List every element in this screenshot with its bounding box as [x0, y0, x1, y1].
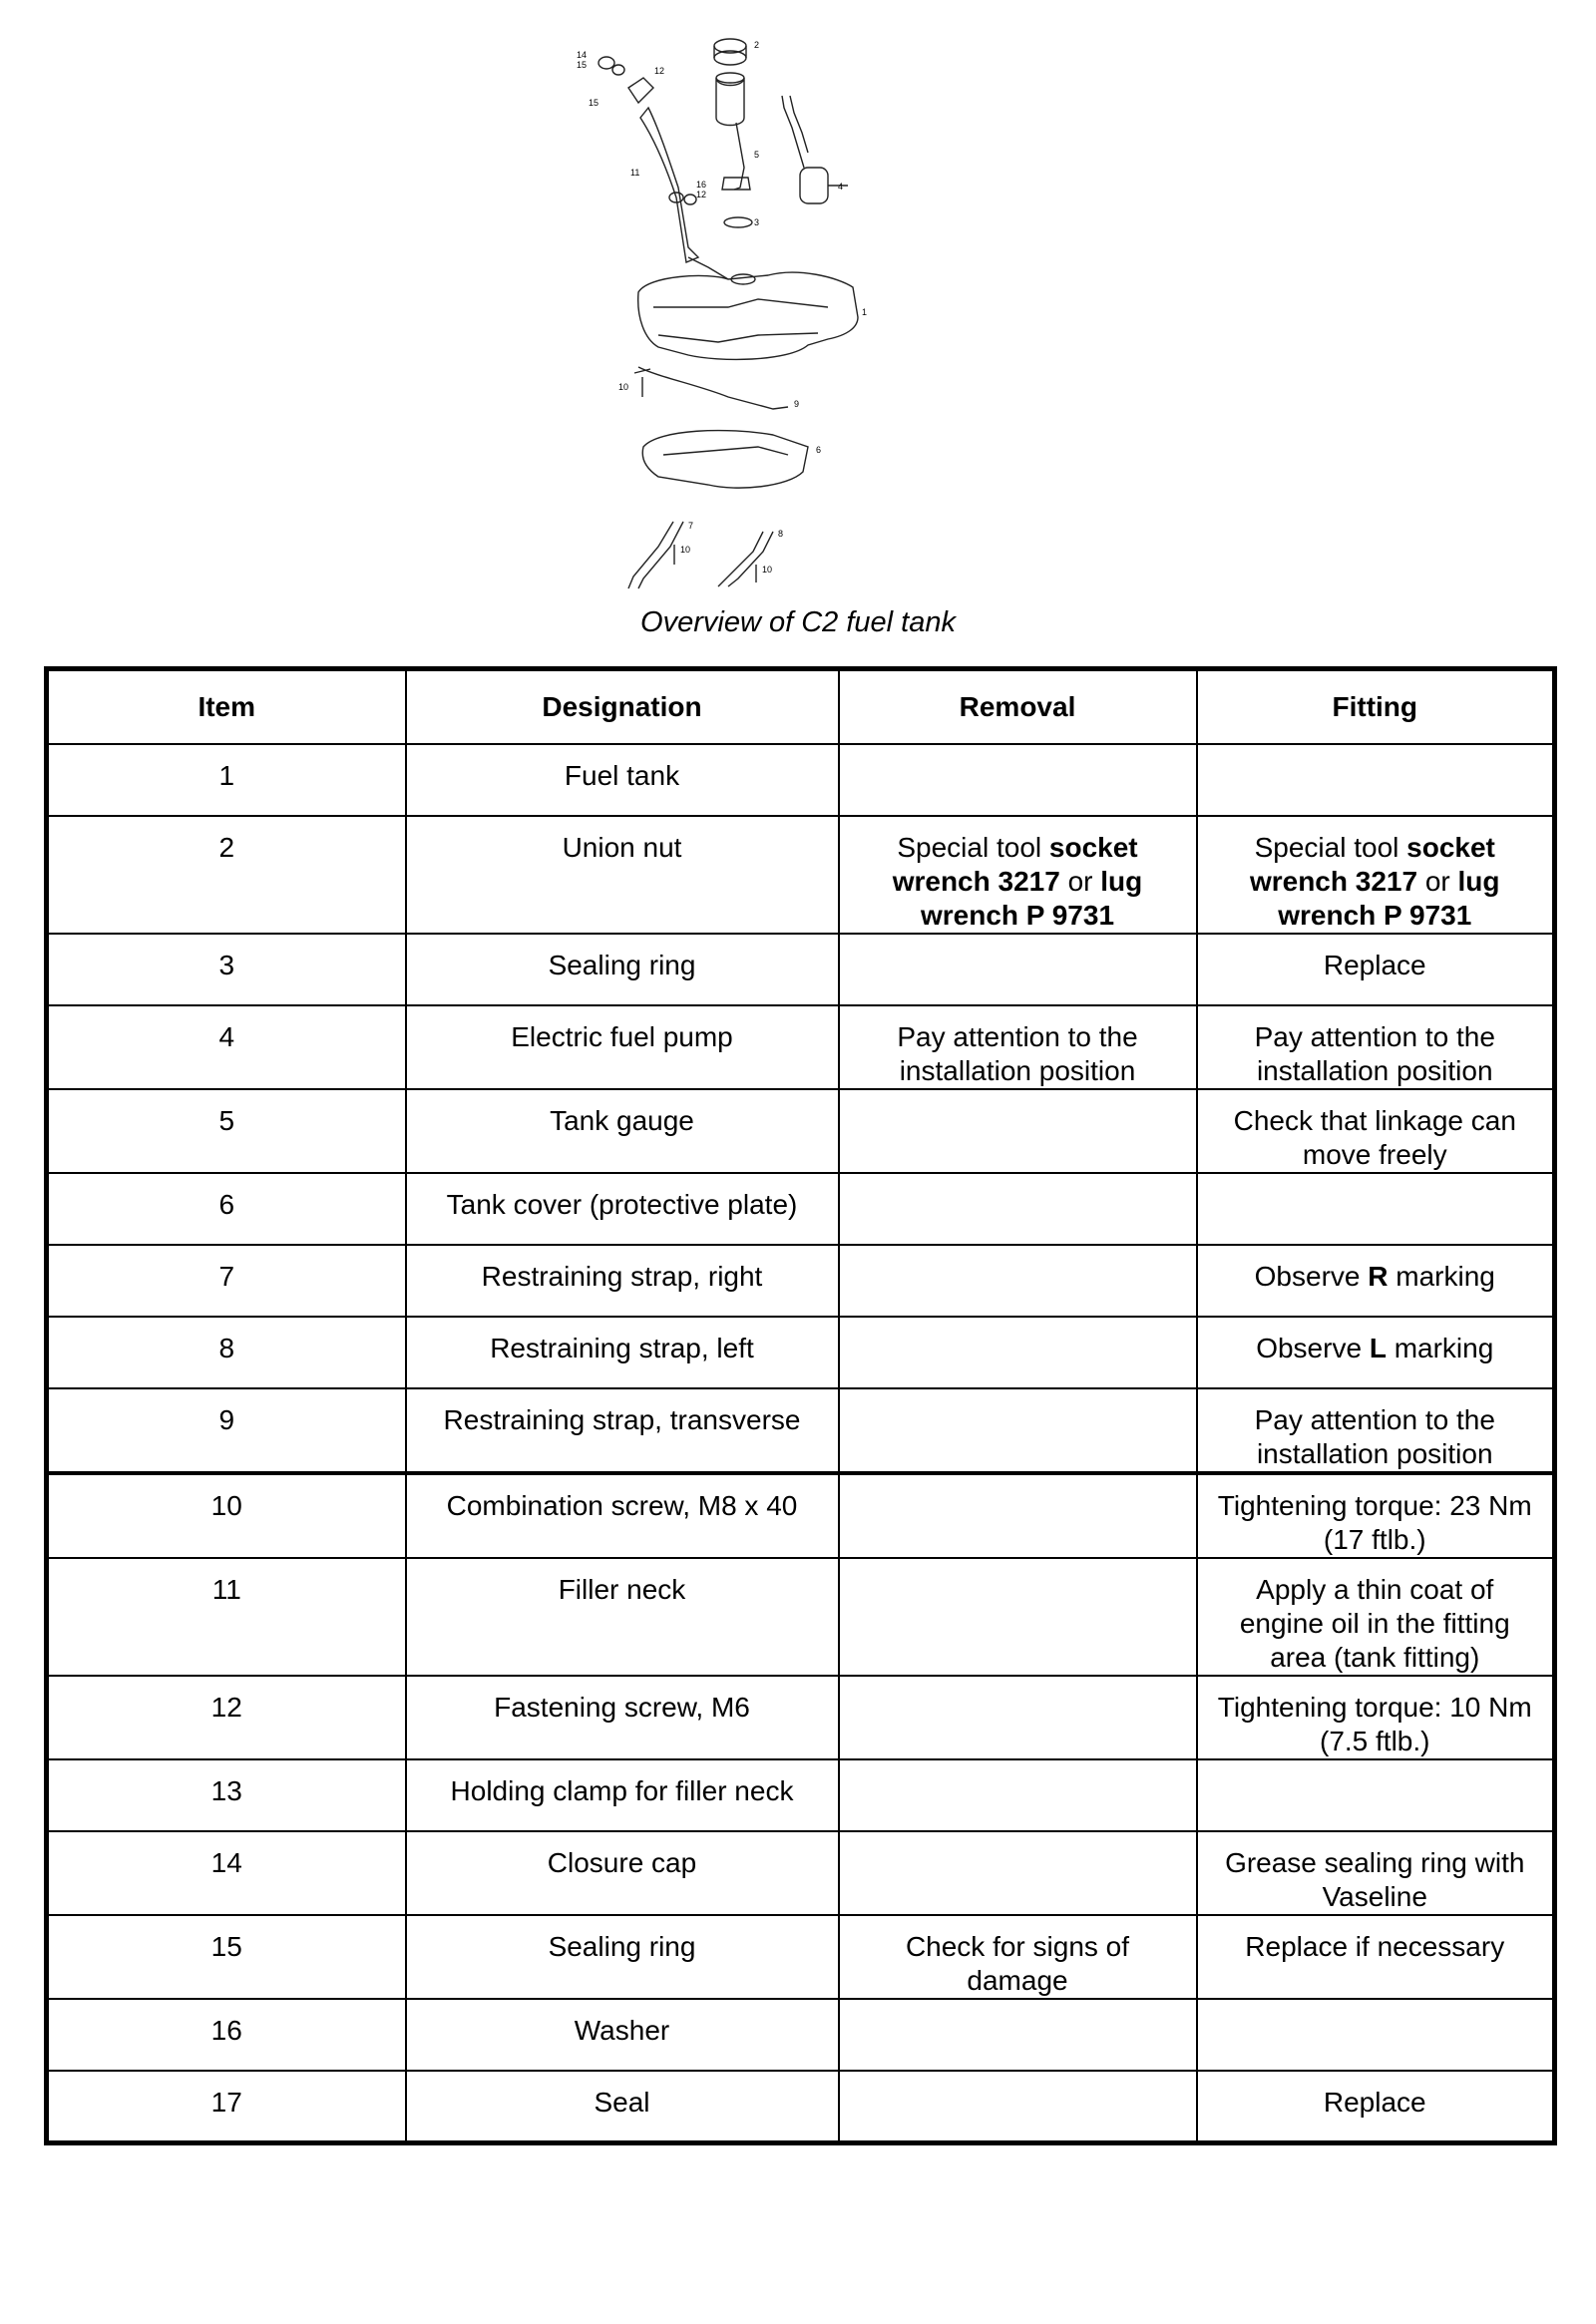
callout-label: 10 — [618, 382, 629, 392]
cell-item: 10 — [47, 1473, 406, 1558]
fitting-text-segment: Replace — [1323, 950, 1426, 980]
cell-designation: Restraining strap, right — [406, 1245, 839, 1317]
table-row — [47, 1676, 1555, 1759]
cell-designation: Seal — [406, 2071, 839, 2142]
cell-item: 9 — [47, 1388, 406, 1473]
fitting-text-segment: Tightening torque: 23 Nm (17 ftlb.) — [1217, 1490, 1532, 1555]
fitting-text-segment: socket wrench 3217 — [1249, 832, 1495, 897]
callout-label: 12 — [654, 66, 665, 76]
fitting-text-segment: marking — [1386, 1333, 1494, 1363]
fitting-text-segment: R — [1368, 1261, 1389, 1292]
cell-removal — [839, 816, 1197, 934]
fitting-text-segment: Check that linkage can move freely — [1233, 1105, 1516, 1170]
cell-removal — [839, 1317, 1197, 1388]
pump-module-part — [716, 78, 744, 126]
cell-removal — [839, 1915, 1197, 1999]
cell-designation: Washer — [406, 1999, 839, 2071]
cell-designation: Tank gauge — [406, 1089, 839, 1173]
cell-designation: Tank cover (protective plate) — [406, 1173, 839, 1245]
callout-label: 7 — [688, 521, 694, 531]
header-designation: Designation — [406, 669, 839, 745]
cell-removal — [839, 1005, 1197, 1089]
filler-neck-top-part — [628, 78, 653, 103]
table-row — [47, 1558, 1555, 1676]
cell-item: 5 — [47, 1089, 406, 1173]
cell-removal — [839, 1388, 1197, 1473]
cell-fitting — [1197, 934, 1555, 1005]
table-row — [47, 1089, 1555, 1173]
cell-removal — [839, 1089, 1197, 1173]
table-row — [47, 1245, 1555, 1317]
parts-table — [44, 666, 1557, 2145]
strap-right-part — [628, 522, 673, 588]
callout-label: 9 — [794, 399, 800, 409]
callout-label: 15 — [577, 60, 588, 70]
removal-text-segment: Check for signs of damage — [905, 1931, 1130, 1996]
cell-removal — [839, 1245, 1197, 1317]
table-row — [47, 934, 1555, 1005]
cell-removal — [839, 1999, 1197, 2071]
removal-text-segment: or — [1059, 866, 1101, 897]
removal-text-segment: Pay attention to the installation position — [897, 1021, 1138, 1086]
cell-fitting — [1197, 1317, 1555, 1388]
table-row — [47, 1473, 1555, 1558]
callout-label: 15 — [589, 98, 599, 108]
tank-cover-part — [642, 431, 808, 489]
cell-fitting — [1197, 1005, 1555, 1089]
table-row — [47, 1317, 1555, 1388]
cell-removal — [839, 1173, 1197, 1245]
cell-designation: Electric fuel pump — [406, 1005, 839, 1089]
cell-removal — [839, 1831, 1197, 1915]
fitting-text-segment: Tightening torque: 10 Nm (7.5 ftlb.) — [1217, 1692, 1532, 1756]
callout-label: 2 — [754, 40, 760, 50]
fitting-text-segment: L — [1369, 1333, 1387, 1363]
cell-fitting — [1197, 744, 1555, 816]
fitting-text-segment: Observe — [1256, 1333, 1370, 1363]
sealing-ring-part — [724, 217, 752, 227]
cell-removal — [839, 2071, 1197, 2142]
removal-text-segment: Special tool — [897, 832, 1049, 863]
callout-label: 16 — [696, 180, 707, 190]
cell-item: 2 — [47, 816, 406, 934]
fitting-text-segment: Pay attention to the installation position — [1254, 1404, 1495, 1469]
transverse-strap-part — [638, 367, 788, 409]
cell-designation: Holding clamp for filler neck — [406, 1759, 839, 1831]
fitting-text-segment: Grease sealing ring with Vaseline — [1225, 1847, 1525, 1912]
table-header-row — [47, 669, 1555, 745]
cell-removal — [839, 1473, 1197, 1558]
exploded-view-drawing — [559, 18, 958, 596]
cell-removal — [839, 1676, 1197, 1759]
table-row — [47, 1999, 1555, 2071]
fitting-text-segment: Apply a thin coat of engine oil in the fitting area (tank fitting) — [1239, 1574, 1510, 1673]
cell-fitting — [1197, 1558, 1555, 1676]
fitting-text-segment: Observe — [1254, 1261, 1369, 1292]
cell-fitting — [1197, 1173, 1555, 1245]
callout-label: 10 — [762, 565, 773, 575]
cell-item: 13 — [47, 1759, 406, 1831]
cell-item: 3 — [47, 934, 406, 1005]
fitting-text-segment: or — [1417, 866, 1458, 897]
cell-item: 16 — [47, 1999, 406, 2071]
cell-fitting — [1197, 1676, 1555, 1759]
cell-removal — [839, 1558, 1197, 1676]
cell-fitting — [1197, 1915, 1555, 1999]
callout-label: 6 — [816, 445, 822, 455]
cell-item: 11 — [47, 1558, 406, 1676]
cell-designation: Fuel tank — [406, 744, 839, 816]
cell-fitting — [1197, 1831, 1555, 1915]
closure-cap-part — [598, 57, 614, 69]
table-row — [47, 1915, 1555, 1999]
cell-designation: Union nut — [406, 816, 839, 934]
fitting-text-segment: Pay attention to the installation position — [1254, 1021, 1495, 1086]
cell-fitting — [1197, 1245, 1555, 1317]
callout-label: 1 — [862, 307, 868, 317]
cell-designation: Restraining strap, left — [406, 1317, 839, 1388]
callout-label: 11 — [630, 168, 640, 178]
cell-designation: Sealing ring — [406, 1915, 839, 1999]
table-row — [47, 744, 1555, 816]
cell-item: 15 — [47, 1915, 406, 1999]
cell-item: 1 — [47, 744, 406, 816]
callout-label: 5 — [754, 150, 760, 160]
cell-removal — [839, 1759, 1197, 1831]
tank-gauge-part — [734, 123, 744, 190]
header-removal: Removal — [839, 669, 1197, 745]
cell-designation: Sealing ring — [406, 934, 839, 1005]
callout-label: 8 — [778, 529, 784, 539]
table-row — [47, 1388, 1555, 1473]
callout-label: 10 — [680, 545, 691, 555]
parts-table-body — [47, 744, 1555, 2142]
cell-designation: Fastening screw, M6 — [406, 1676, 839, 1759]
cell-designation: Closure cap — [406, 1831, 839, 1915]
callout-label: 14 — [577, 50, 588, 60]
fitting-text-segment: Special tool — [1254, 832, 1407, 863]
cell-fitting — [1197, 1089, 1555, 1173]
cell-item: 17 — [47, 2071, 406, 2142]
cell-item: 7 — [47, 1245, 406, 1317]
cell-fitting — [1197, 1759, 1555, 1831]
cell-designation: Combination screw, M8 x 40 — [406, 1473, 839, 1558]
callout-label: 4 — [838, 182, 844, 192]
cell-removal — [839, 934, 1197, 1005]
fitting-text-segment: marking — [1388, 1261, 1495, 1292]
fuel-tank-part — [638, 272, 858, 359]
cell-item: 14 — [47, 1831, 406, 1915]
figure-caption: Overview of C2 fuel tank — [640, 606, 956, 638]
cell-fitting — [1197, 1999, 1555, 2071]
callout-label: 3 — [754, 217, 760, 227]
table-row — [47, 1173, 1555, 1245]
fitting-text-segment: Replace if necessary — [1245, 1931, 1505, 1962]
cell-fitting — [1197, 816, 1555, 934]
callout-label: 12 — [696, 190, 707, 199]
cell-item: 6 — [47, 1173, 406, 1245]
filler-neck-part — [640, 108, 698, 262]
fuel-tank-diagram — [559, 18, 958, 596]
cell-item: 4 — [47, 1005, 406, 1089]
cell-fitting — [1197, 1473, 1555, 1558]
cell-removal — [839, 744, 1197, 816]
electric-fuel-pump-part — [800, 168, 828, 203]
cell-fitting — [1197, 2071, 1555, 2142]
table-row — [47, 1759, 1555, 1831]
table-row — [47, 2071, 1555, 2142]
cell-designation: Restraining strap, transverse — [406, 1388, 839, 1473]
removal-text-segment: lug wrench P 9731 — [920, 866, 1143, 931]
cell-item: 12 — [47, 1676, 406, 1759]
cell-item: 8 — [47, 1317, 406, 1388]
header-item: Item — [47, 669, 406, 745]
fitting-text-segment: lug wrench P 9731 — [1278, 866, 1500, 931]
header-fitting: Fitting — [1197, 669, 1555, 745]
table-row — [47, 816, 1555, 934]
table-row — [47, 1831, 1555, 1915]
removal-text-segment: socket wrench 3217 — [892, 832, 1138, 897]
fitting-text-segment: Replace — [1323, 2087, 1426, 2118]
table-row — [47, 1005, 1555, 1089]
cell-fitting — [1197, 1388, 1555, 1473]
cell-designation: Filler neck — [406, 1558, 839, 1676]
